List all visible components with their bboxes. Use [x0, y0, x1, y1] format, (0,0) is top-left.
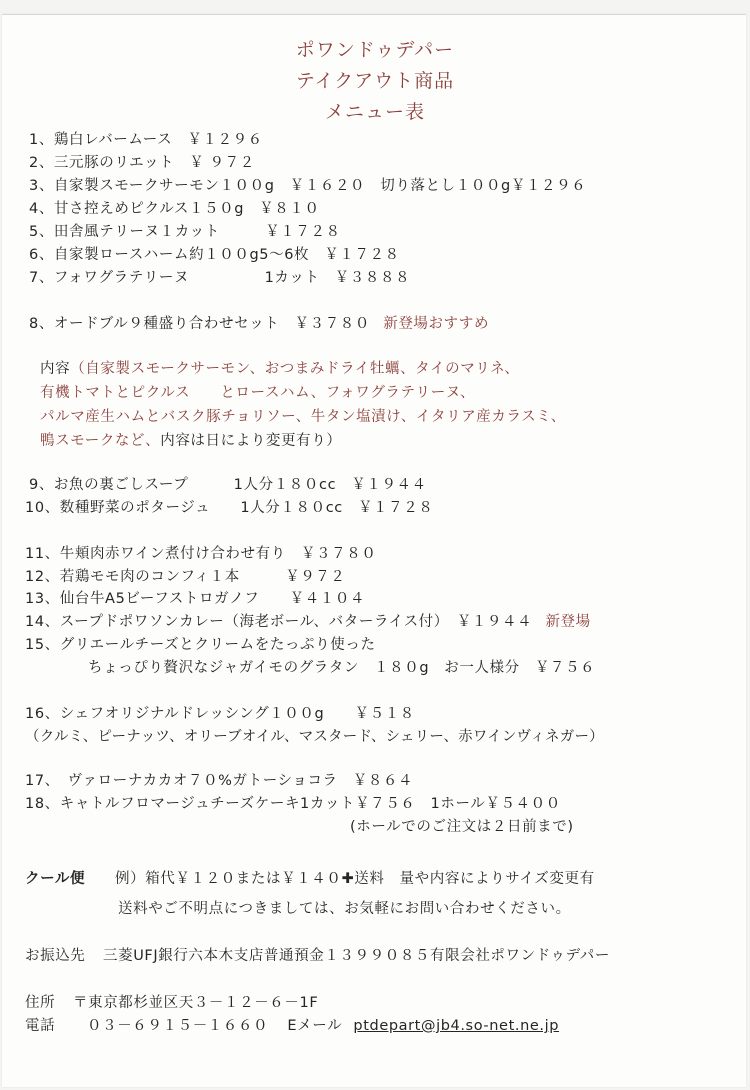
menu-item-12: 12、若鶏モモ肉のコンフィ１本 ￥９７２ — [25, 569, 346, 585]
contents-line-1 — [40, 357, 519, 378]
contents-text-4: 鴨スモークなど、 — [40, 433, 161, 449]
menu-item-18: 18、キャトルフロマージュチーズケーキ1カット￥７５６ 1ホール￥５４００ — [25, 796, 561, 812]
menu-item-15-detail: ちょっぴり贅沢なジャガイモのグラタン １８０g お一人様分 ￥７５６ — [88, 660, 596, 676]
menu-item-13: 13、仙台牛A5ビーフストロガノフ ￥４１０４ — [25, 591, 366, 607]
bank-label: お振込先 — [25, 948, 86, 964]
cool-delivery-line-2: 送料やご不明点につきましては、お気軽にお問い合わせください。 — [118, 901, 571, 917]
menu-item-8 — [29, 312, 489, 333]
bank-details: 三菱UFJ銀行六本木支店普通預金１３９９０８５有限会社ポワンドゥデパー — [103, 948, 610, 964]
menu-item-1: 1、鶏白レバームース ￥１２９６ — [29, 132, 263, 148]
menu-item-14 — [25, 610, 591, 631]
address-line — [25, 991, 318, 1012]
menu-item-4: 4、甘さ控えめピクルス１５０g ￥８１０ — [29, 201, 320, 217]
address-value: 〒東京都杉並区天３－１２－６－1F — [73, 995, 319, 1011]
cool-delivery-shipping: 送料 量や内容によりサイズ変更有 — [354, 871, 595, 887]
new-badge: 新登場 — [545, 614, 591, 630]
menu-item-5: 5、田舎風テリーヌ１カット ￥１７２８ — [29, 224, 341, 240]
menu-item-16: 16、シェフオリジナルドレッシング１００g ￥５１８ — [25, 706, 415, 722]
contents-line-3: パルマ産生ハムとバスク豚チョリソー、牛タン塩漬け、イタリア産カラスミ、 — [40, 409, 566, 425]
menu-item-2: 2、三元豚のリエット ￥ ９７２ — [29, 155, 255, 171]
cool-delivery-label: クール便 — [25, 871, 86, 887]
menu-item-9: 9、お魚の裏ごしスープ 1人分１８０cc ￥１９４４ — [29, 477, 427, 493]
menu-item-7: 7、フォワグラテリーヌ 1カット ￥３８８８ — [29, 270, 411, 286]
menu-item-10: 10、数種野菜のポタージュ 1人分１８０cc ￥１７２８ — [25, 500, 434, 516]
menu-item-18-note: (ホールでのご注文は２日前まで) — [350, 819, 574, 835]
menu-item-6: 6、自家製ロースハーム約１００g5～6枚 ￥１７２８ — [29, 247, 400, 263]
new-recommended-badge: 新登場おすすめ — [383, 316, 490, 332]
email-label: Eメール — [287, 1018, 343, 1034]
address-label: 住所 — [25, 995, 56, 1011]
contents-line-4 — [40, 429, 341, 450]
menu-title: メニュー表 — [324, 101, 425, 123]
phone-label: 電話 — [25, 1018, 56, 1034]
email-link[interactable]: ptdepart@jb4.so-net.ne.jp — [353, 1018, 560, 1034]
takeout-title: テイクアウト商品 — [295, 70, 455, 92]
contents-label: 内容 — [40, 361, 71, 377]
menu-item-16-note: （クルミ、ピーナッツ、オリーブオイル、マスタード、シェリー、赤ワインヴィネガー） — [25, 729, 604, 745]
contents-text-1: （自家製スモークサーモン、おつまみドライ牡蠣、タイのマリネ、 — [70, 361, 520, 377]
menu-item-14-text: 14、スープドポワソンカレー（海老ボール、バターライス付） ￥１９４４ — [25, 614, 533, 630]
phone-value: ０３－６９１５－１６６０ — [87, 1018, 269, 1034]
shop-name-title: ポワンドゥデパー — [295, 39, 455, 61]
contents-note: 内容は日により変更有り） — [160, 433, 342, 449]
menu-item-15: 15、グリエールチーズとクリームをたっぷり使った — [25, 637, 376, 653]
cool-delivery-line-1 — [25, 867, 595, 888]
menu-item-8-text: 8、オードブル９種盛り合わせセット ￥３７８０ — [29, 316, 371, 332]
plus-icon: ✚ — [341, 871, 355, 887]
menu-item-3: 3、自家製スモークサーモン１００g ￥１６２０ 切り落とし１００g￥１２９６ — [29, 178, 587, 194]
bank-transfer — [25, 944, 610, 965]
contact-line — [25, 1014, 559, 1035]
cool-delivery-fee: 例）箱代￥１２０または￥１４０ — [115, 871, 342, 887]
menu-item-11: 11、牛頬肉赤ワイン煮付け合わせ有り ￥３７８０ — [25, 546, 377, 562]
menu-item-17: 17、 ヴァローナカカオ７０%ガトーショコラ ￥８６４ — [25, 773, 414, 789]
contents-line-2: 有機トマトとピクルス とロースハム、フォワグラテリーヌ、 — [40, 385, 476, 401]
